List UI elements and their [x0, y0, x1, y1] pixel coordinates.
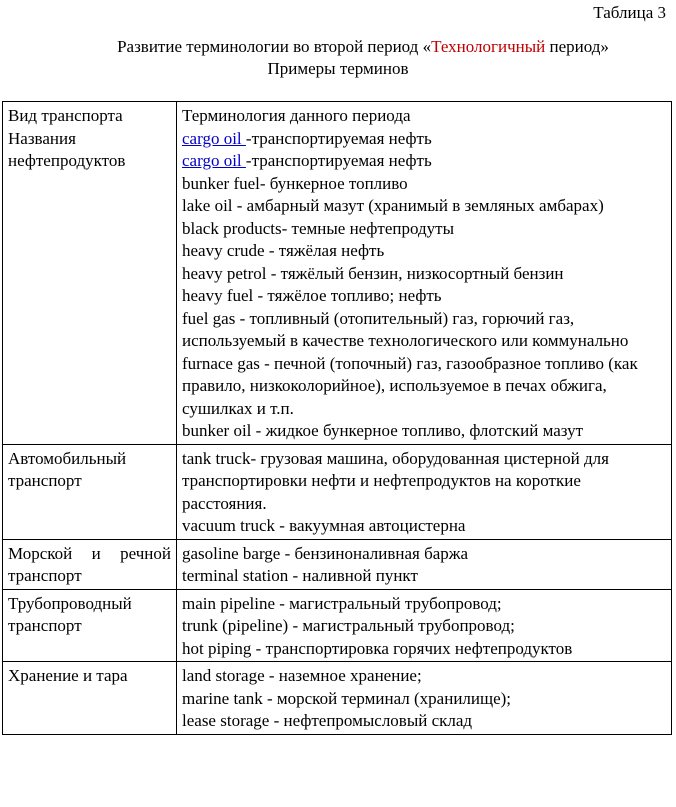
- term-entry: heavy crude - тяжёлая нефть: [182, 241, 385, 260]
- category-label: Вид транспорта: [8, 106, 123, 125]
- table-row: [3, 589, 672, 662]
- category-cell: [3, 539, 177, 589]
- category-cell: [3, 589, 177, 662]
- term-entry: bunker fuel- бункерное топливо: [182, 173, 408, 193]
- caption-before: Развитие терминологии во второй период «: [117, 37, 432, 56]
- term-entry: terminal station - наливной пункт: [182, 566, 418, 585]
- term-entry: [182, 150, 666, 173]
- caption-after: период»: [545, 37, 609, 56]
- table-caption: [0, 36, 676, 80]
- term-entry: furnace gas - печной (топочный) газ, газообразное топливо (как правило, низкоколорийное), используемое в печах обжига, сушилках и т.п.: [182, 353, 638, 418]
- term-entry: marine tank - морской терминал (хранилище);: [182, 688, 512, 708]
- category-label: транспорт: [8, 471, 82, 490]
- category-label: Трубопроводный: [8, 593, 132, 613]
- term-entry: black products- темные нефтепродуты: [182, 218, 455, 238]
- caption-title: [0, 36, 676, 58]
- term-link[interactable]: cargo oil: [182, 151, 246, 170]
- category-cell: [3, 444, 177, 539]
- table-row: [3, 444, 672, 539]
- term-entry: [182, 128, 666, 151]
- term-entry: bunker oil - жидкое бункерное топливо, флотский мазут: [182, 421, 584, 440]
- terms-cell: [177, 589, 672, 662]
- category-label: нефтепродуктов: [8, 151, 126, 170]
- term-entry: lake oil - амбарный мазут (хранимый в земляных амбарах): [182, 196, 604, 215]
- table-row: [3, 539, 672, 589]
- table-row: [3, 102, 672, 445]
- table-row: [3, 662, 672, 735]
- term-entry: vacuum truck - вакуумная автоцистерна: [182, 516, 466, 535]
- terms-table: [2, 101, 672, 735]
- term-entry: tank truck- грузовая машина, оборудованная цистерной для транспортировки нефти и нефтепродуктов на короткие расстояния.: [182, 448, 609, 513]
- category-label: транспорт: [8, 616, 82, 635]
- terms-cell: [177, 539, 672, 589]
- terms-cell: [177, 444, 672, 539]
- table-number: Таблица 3: [593, 3, 666, 22]
- terms-cell: [177, 102, 672, 445]
- term-entry: gasoline barge - бензиноналивная баржа: [182, 543, 469, 563]
- term-entry: main pipeline - магистральный трубопровод;: [182, 593, 502, 613]
- category-label: Автомобильный: [8, 448, 127, 468]
- term-entry: lease storage - нефтепромысловый склад: [182, 711, 473, 730]
- term-entry: hot piping - транспортировка горячих нефтепродуктов: [182, 638, 573, 658]
- term-definition: -транспортируемая нефть: [245, 128, 432, 148]
- category-cell: [3, 102, 177, 445]
- category-cell: [3, 662, 177, 735]
- term-definition: -транспортируемая нефть: [245, 151, 432, 170]
- category-label: Хранение и тара: [8, 666, 128, 685]
- category-label: транспорт: [8, 566, 82, 585]
- term-link[interactable]: cargo oil: [182, 128, 246, 148]
- terms-table-body: [3, 102, 672, 735]
- term-entry: Терминология данного периода: [182, 106, 411, 125]
- category-label: Морской и речной: [8, 543, 171, 563]
- caption-subtitle: Примеры терминов: [267, 59, 409, 78]
- term-entry: land storage - наземное хранение;: [182, 666, 422, 685]
- term-entry: heavy petrol - тяжёлый бензин, низкосортный бензин: [182, 263, 564, 283]
- term-entry: trunk (pipeline) - магистральный трубопровод;: [182, 616, 515, 635]
- term-entry: heavy fuel - тяжёлое топливо; нефть: [182, 286, 442, 305]
- category-label: Названия: [8, 128, 76, 148]
- term-entry: fuel gas - топливный (отопительный) газ, горючий газ, используемый в качестве технологического или коммунально: [182, 308, 629, 350]
- terms-cell: [177, 662, 672, 735]
- caption-accent: Технологичный: [431, 37, 546, 56]
